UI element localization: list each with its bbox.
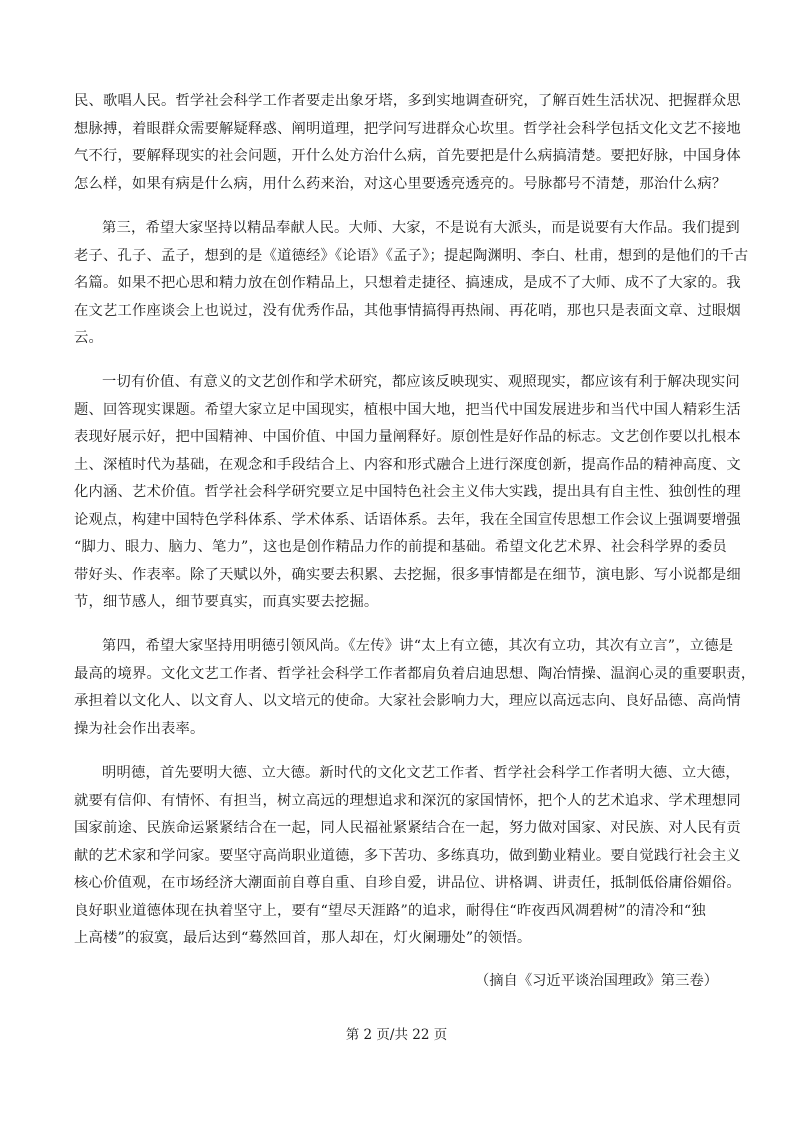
paragraph-start-line: 一切有价值、有意义的文艺创作和学术研究，都应该反映现实、观照现实，都应该有利于解决现实问 bbox=[102, 374, 740, 390]
text-line: 化内涵、艺术价值。哲学社会科学研究要立足中国特色社会主义伟大实践，提出具有自主性、独创性的理 bbox=[74, 484, 741, 500]
text-line: 怎么样，如果有病是什么病，用什么药来治，对这心里要透亮透亮的。号脉都号不清楚，那治什么病？ bbox=[74, 176, 727, 192]
text-line: 民、歌唱人民。哲学社会科学工作者要走出象牙塔，多到实地调查研究，了解百姓生活状况、把握群众思 bbox=[74, 93, 741, 109]
text-line: “脚力、眼力、脑力、笔力”，这也是创作精品力作的前提和基础。希望文化艺术界、社会科学界的委员 bbox=[74, 539, 727, 555]
text-line: 就要有信仰、有情怀、有担当，树立高远的理想追求和深沉的家国情怀，把个人的艺术追求、学术理想同 bbox=[74, 793, 741, 809]
source-citation: （摘自《习近平谈治国理政》第三卷） bbox=[474, 973, 718, 989]
text-line: 在文艺工作座谈会上也说过，没有优秀作品，其他事情搞得再热闹、再花哨，那也只是表面文章、过眼烟 bbox=[74, 303, 741, 319]
text-line: 论观点，构建中国特色学科体系、学术体系、话语体系。去年，我在全国宣传思想工作会议上强调要增强 bbox=[74, 512, 741, 528]
text-line: 想脉搏，着眼群众需要解疑释惑、阐明道理，把学问写进群众心坎里。哲学社会科学包括文化文艺不接地 bbox=[74, 121, 741, 137]
text-line: 带好头、作表率。除了天赋以外，确实要去积累、去挖掘，很多事情都是在细节，演电影、写小说都是细 bbox=[74, 567, 741, 583]
text-line: 良好职业道德体现在执着坚守上，要有“望尽天涯路”的追求，耐得住“昨夜西风凋碧树”的清冷和“独 bbox=[74, 903, 706, 919]
text-line: 国家前途、民族命运紧紧结合在一起，同人民福祉紧紧结合在一起，努力做对国家、对民族、对人民有贡 bbox=[74, 820, 741, 836]
text-line: 云。 bbox=[74, 330, 103, 346]
text-line: 核心价值观，在市场经济大潮面前自尊自重、自珍自爱，讲品位、讲格调、讲责任，抵制低俗庸俗媚俗。 bbox=[74, 875, 741, 891]
text-line: 最高的境界。文化文艺工作者、哲学社会科学工作者都肩负着启迪思想、陶冶情操、温润心灵的重要职责， bbox=[74, 666, 756, 682]
text-line: 老子、孔子、孟子，想到的是《道德经》《论语》《孟子》；提起陶渊明、李白、杜甫，想到的是他们的千古 bbox=[74, 248, 749, 264]
paragraph-start-line: 第四，希望大家坚持用明德引领风尚。《左传》讲“太上有立德，其次有立功，其次有立言”，立德是 bbox=[102, 638, 734, 654]
paragraph-start-line: 第三，希望大家坚持以精品奉献人民。大师、大家，不是说有大派头，而是说要有大作品。我们提到 bbox=[102, 220, 740, 236]
paragraph-start-line: 明明德，首先要明大德、立大德。新时代的文化文艺工作者、哲学社会科学工作者明大德、立大德， bbox=[102, 765, 740, 781]
text-line: 上高楼”的寂寞，最后达到“蓦然回首，那人却在，灯火阑珊处”的领悟。 bbox=[74, 930, 532, 946]
text-line: 表现好展示好，把中国精神、中国价值、中国力量阐释好。原创性是好作品的标志。文艺创作要以扎根本 bbox=[74, 429, 741, 445]
text-line: 操为社会作出表率。 bbox=[74, 721, 205, 737]
page-number-footer: 第 2 页/共 22 页 bbox=[345, 1027, 448, 1043]
text-line: 承担着以文化人、以文育人、以文培元的使命。大家社会影响力大，理应以高远志向、良好品德、高尚情 bbox=[74, 693, 741, 709]
text-line: 土、深植时代为基础，在观念和手段结合上、内容和形式融合上进行深度创新，提高作品的精神高度、文 bbox=[74, 457, 741, 473]
text-line: 题、回答现实课题。希望大家立足中国现实，植根中国大地，把当代中国发展进步和当代中国人精彩生活 bbox=[74, 402, 741, 418]
text-line: 献的艺术家和学问家。要坚守高尚职业道德，多下苦功、多练真功，做到勤业精业。要自觉践行社会主义 bbox=[74, 848, 741, 864]
text-line: 气不行，要解释现实的社会问题，开什么处方治什么病，首先要把是什么病搞清楚。要把好脉，中国身体 bbox=[74, 148, 741, 164]
text-line: 名篇。如果不把心思和精力放在创作精品上，只想着走捷径、搞速成，是成不了大师、成不了大家的。我 bbox=[74, 275, 741, 291]
text-line: 节，细节感人，细节要真实，而真实要去挖掘。 bbox=[74, 594, 379, 610]
